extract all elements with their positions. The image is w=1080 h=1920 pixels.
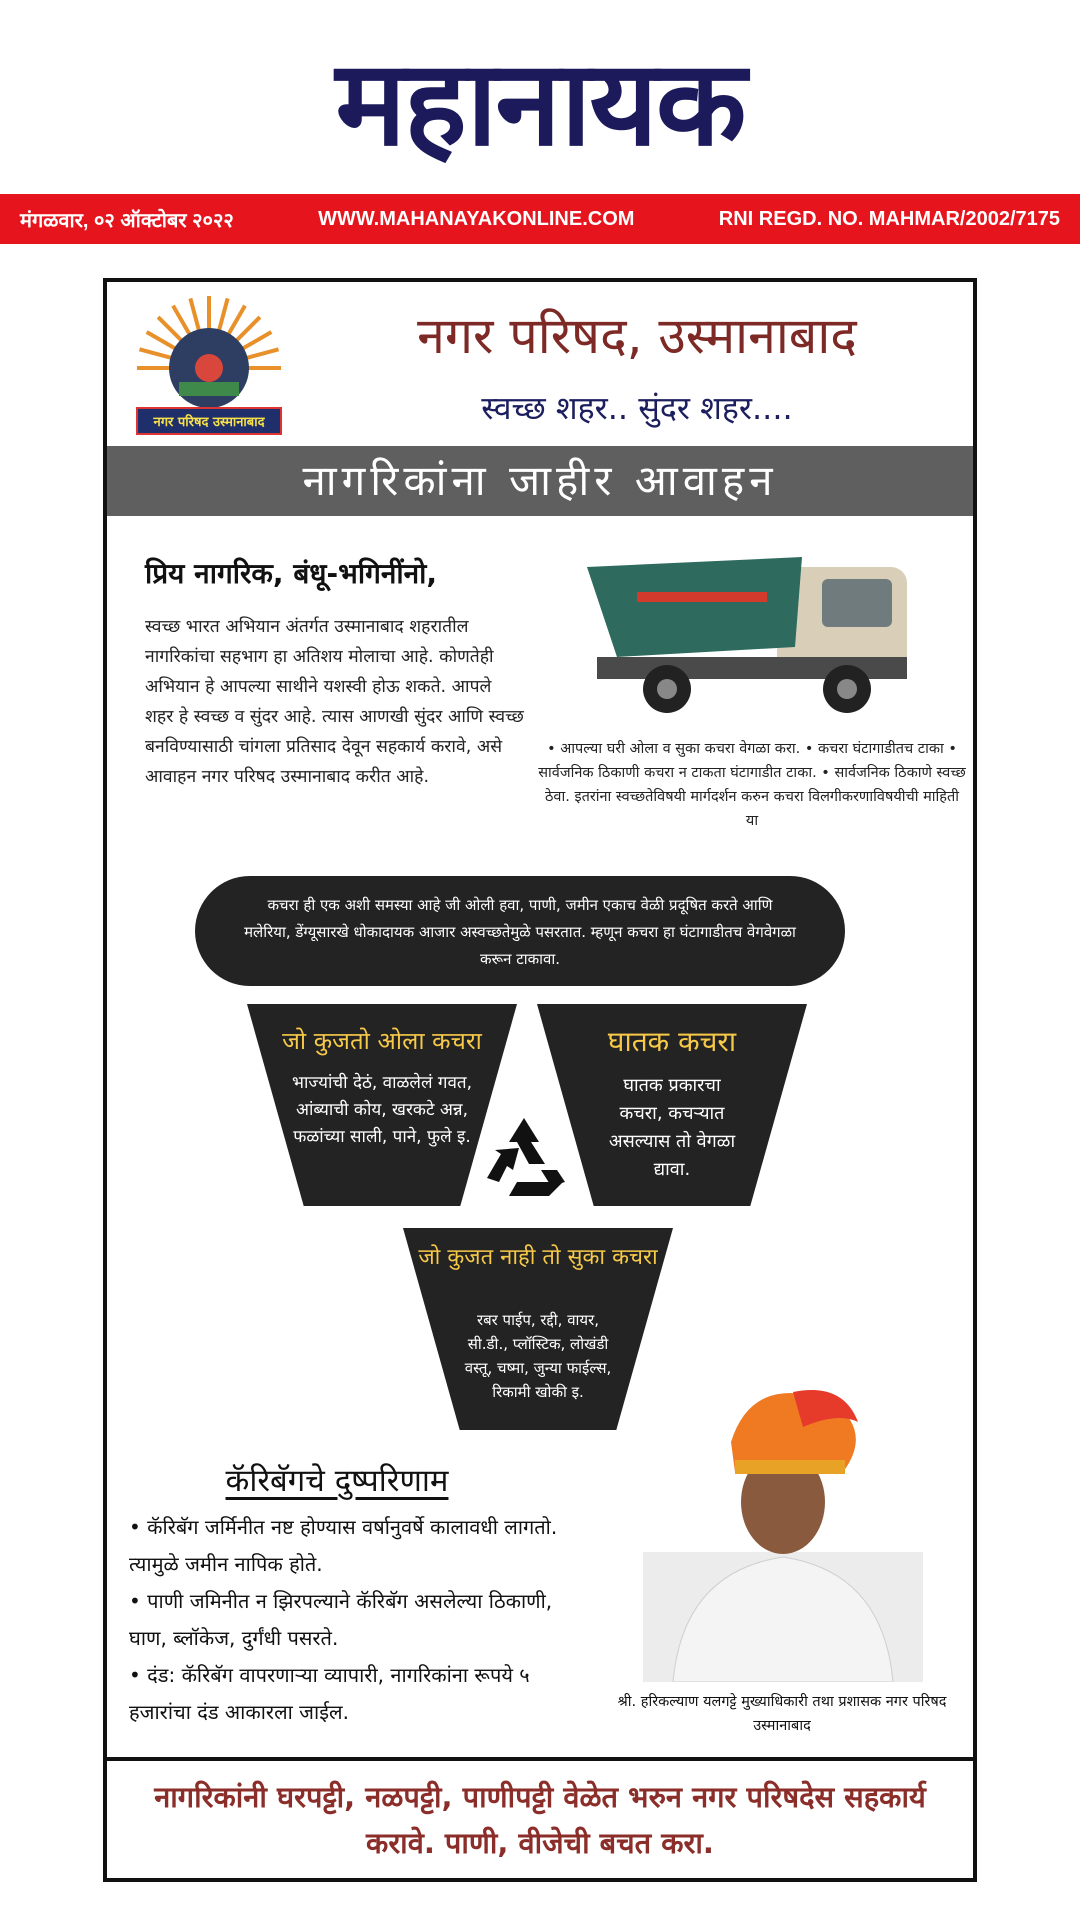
issue-date: मंगळवार, ०२ ऑक्टोबर २०२२ [20,209,234,232]
intro-paragraph: स्वच्छ भारत अभियान अंतर्गत उस्मानाबाद शहरातील नागरिकांचा सहभाग हा अतिशय मोलाचा आहे. कोणतेही अभियान हे आपल्या साथीने यशस्वी होऊ शकते. आपले शहर हे स्वच्छ व सुंदर आहे. त्यास आणखी सुंदर आणि स्वच्छ बनविण्यासाठी चांगला प्रतिसाद देवून सहकार्य करावे, असे आवाहन नगर परिषद उस्मानाबाद करीत आहे. [145,617,524,787]
council-name: नगर परिषद, उस्मानाबाद [417,307,857,365]
dry-waste-body: रबर पाईप, रद्दी, वायर, सी.डी., प्लॉस्टिक, लोखंडी वस्तू, चष्मा, जुन्या फाईल्स, रिकामी खोकी इ. [464,1311,612,1401]
harm-point: • दंड: कॅरिबॅग वापरणाऱ्या व्यापारी, नागरिकांना रूपये ५ हजारांचा दंड आकारला जाईल. [129,1663,530,1724]
slogan: स्वच्छ शहर.. सुंदर शहर.... [481,389,793,427]
dry-waste-title: जो कुजत नाही तो सुका कचरा [418,1245,658,1270]
hazardous-waste-title: घातक कचरा [607,1025,737,1058]
harm-list [129,1509,584,1731]
recycle-icon [479,1112,569,1202]
harm-heading: कॅरिबॅगचे दुष्परिणाम [225,1463,449,1499]
harm-point: • पाणी जमिनीत न झिरपल्याने कॅरिबॅग असलेल्या ठिकाणी, घाण, ब्लॉकेज, दुर्गंधी पसरते. [129,1589,553,1650]
date-bar [0,194,1080,244]
logo-text: नगर परिषद उस्मानाबाद [153,415,265,430]
rni-number: RNI REGD. NO. MAHMAR/2002/7175 [718,207,1060,230]
footer-appeal: नागरिकांनी घरपट्टी, नळपट्टी, पाणीपट्टी वेळेत भरुन नगर परिषदेस सहकार्य करावे. पाणी, वीजेची बचत करा. [154,1780,926,1860]
warning-panel: कचरा ही एक अशी समस्या आहे जी ओली हवा, पाणी, जमीन एकाच वेळी प्रदूषित करते आणि मलेरिया, डेंग्यूसारखे धोकादायक आजार अस्वच्छतेमुळे पसरतात. म्हणून कचरा हा घंटागाडीतच वेगवेगळा करून टाकावा. [195,876,845,986]
footer-divider [107,1757,973,1761]
official-caption: श्री. हरिकल्याण यलगट्टे मुख्याधिकारी तथा प्रशासक नगर परिषद उस्मानाबाद [617,1694,947,1734]
greeting: प्रिय नागरिक, बंधू-भगिनींनो, [145,557,438,590]
wet-waste-body: भाज्यांची देठं, वाळलेलं गवत, आंब्याची कोय, खरकटे अन्न, फळांच्या साली, पाने, फुले इ. [292,1073,473,1147]
harm-point: • कॅरिबॅग जर्मिनीत नष्ट होण्यास वर्षानुवर्षे कालावधी लागतो. त्यामुळे जमीन नापिक होते. [129,1515,558,1576]
hazardous-waste-body: घातक प्रकारचा कचरा, कचऱ्यात असल्यास तो वेगळा द्यावा. [608,1075,736,1180]
truck-caption: • आपल्या घरी ओला व सुका कचरा वेगळा करा. • कचरा घंटागाडीतच टाका • सार्वजनिक ठिकाणी कचरा न टाकता घंटागाडीत टाका. • सार्वजनिक ठिकाणे स्वच्छ ठेवा. इतरांना स्वच्छतेविषयी मार्गदर्शन करुन कचरा विलगीकरणाविषयीची माहिती या [538,741,966,829]
garbage-truck-image [577,547,937,727]
appeal-banner: नागरिकांना जाहीर आवाहन [107,446,973,516]
municipal-logo-icon [129,290,289,440]
official-portrait-image [643,1352,923,1682]
wet-waste-title: जो कुजतो ओला कचरा [282,1027,482,1055]
website-link[interactable]: WWW.MAHANAYAKONLINE.COM [318,207,635,230]
notice-advertisement [103,278,977,1882]
masthead-title: महानायक [335,34,745,172]
